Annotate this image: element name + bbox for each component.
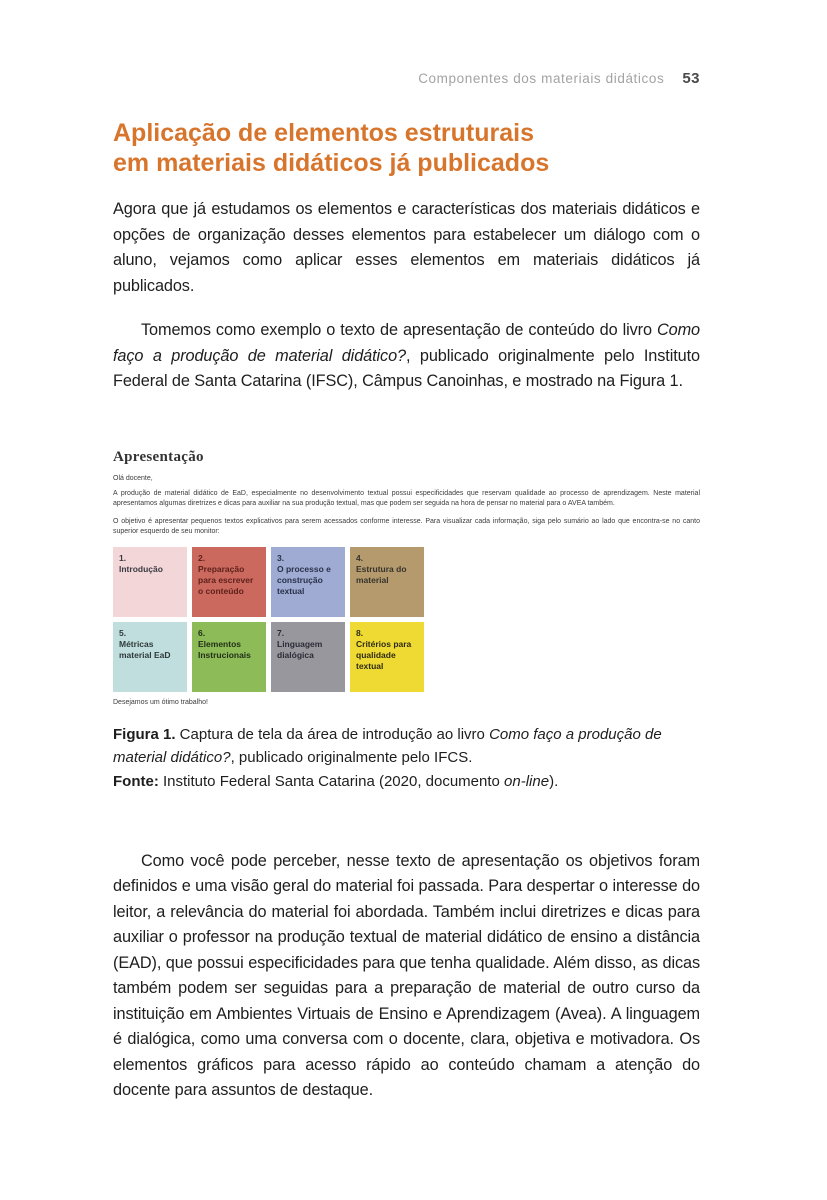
page-number: 53	[682, 70, 700, 87]
figure-tile	[192, 622, 266, 692]
figure-tile-label: Preparação para escrever o conteúdo	[198, 563, 254, 596]
paragraph-example: Tomemos como exemplo o texto de apresentação de conteúdo do livro Como faço a produção de material didático?, publicado originalmente pelo Instituto Federal de Santa Catarina (IFSC), Câmpus Canoinhas, e mostrado na Figura 1.	[113, 321, 700, 390]
figure-1	[113, 449, 700, 793]
figure-tile-label: Critérios para qualidade textual	[356, 638, 412, 671]
figure-tile-label: Estrutura do material	[356, 563, 407, 585]
page-header	[0, 0, 827, 87]
figure-tile	[113, 547, 187, 617]
screenshot-paragraph-2: O objetivo é apresentar pequenos textos explicativos para serem acessados conforme interesse. Para visualizar cada informação, siga pelo sumário ao lado que encontra-se no canto superior esquerdo de seu monitor:	[113, 517, 700, 535]
article-title	[113, 119, 700, 178]
figure-tile	[192, 547, 266, 617]
figure-tile	[271, 547, 345, 617]
screenshot-paragraph-1: A produção de material didático de EaD, especialmente no desenvolvimento textual possui especificidades que reservam qualidade ao processo de aprendizagem. Neste material apresentamos algumas diretrizes e dicas para auxiliar na sua produção textual, mas que podem ser seguida na hora de pensar no material para o AVEA também.	[113, 489, 700, 507]
article-title-line-1: Aplicação de elementos estruturais	[113, 119, 534, 147]
figure-tile-number: 7.	[277, 627, 285, 638]
figure-tile-number: 3.	[277, 552, 285, 563]
figure-tile-number: 4.	[356, 552, 364, 563]
figure-tile-label: Elementos Instrucionais	[198, 638, 251, 660]
figure-screenshot	[113, 449, 700, 706]
figure-tile	[350, 622, 424, 692]
figure-tile-number: 6.	[198, 627, 206, 638]
screenshot-greeting: Olá docente,	[113, 474, 153, 482]
article-body	[113, 197, 700, 1104]
figure-caption: Figura 1. Captura de tela da área de introdução ao livro Como faço a produção de material didático?, publicado originalmente pelo IFCS.	[113, 725, 662, 766]
screenshot-closing: Desejamos um ótimo trabalho!	[113, 698, 208, 706]
figure-tile-number: 8.	[356, 627, 364, 638]
figure-tile	[271, 622, 345, 692]
paragraph-intro: Agora que já estudamos os elementos e características dos materiais didáticos e opções de organização desses elementos para estabelecer um diálogo com o aluno, vejamos como aplicar esses elementos em materiais didáticos já publicados.	[113, 200, 700, 295]
figure-tile-number: 5.	[119, 627, 127, 638]
figure-tile	[350, 547, 424, 617]
figure-tile-label: Introdução	[119, 563, 163, 574]
figure-tile-grid	[113, 547, 700, 692]
figure-tile	[113, 622, 187, 692]
figure-tile-label: Métricas material EaD	[119, 638, 171, 660]
figure-tile-number: 2.	[198, 552, 206, 563]
screenshot-title: Apresentação	[113, 448, 204, 465]
article-title-line-2: em materiais didáticos já publicados	[113, 148, 550, 177]
running-title: Componentes dos materiais didáticos	[418, 71, 665, 86]
figure-source: Fonte: Instituto Federal Santa Catarina (2020, documento on-line).	[113, 772, 559, 790]
figure-tile-number: 1.	[119, 552, 127, 563]
figure-tile-label: Linguagem dialógica	[277, 638, 323, 660]
figure-tile-label: O processo e construção textual	[277, 563, 331, 596]
paragraph-analysis: Como você pode perceber, nesse texto de apresentação os objetivos foram definidos e uma visão geral do material foi passada. Para despertar o interesse do leitor, a relevância do material foi abordada. Também inclui diretrizes e dicas para auxiliar o professor na produção textual de material didático de ensino a distância (EAD), que possui especificidades para que tenha qualidade. Além disso, as dicas também podem ser seguidas para a preparação de material de outro curso da instituição em Ambientes Virtuais de Ensino e Aprendizagem (Avea). A linguagem é dialógica, como uma conversa com o docente, clara, objetiva e motivadora. Os elementos gráficos para acesso rápido ao conteúdo chamam a atenção do docente para assuntos de destaque.	[113, 851, 700, 1099]
